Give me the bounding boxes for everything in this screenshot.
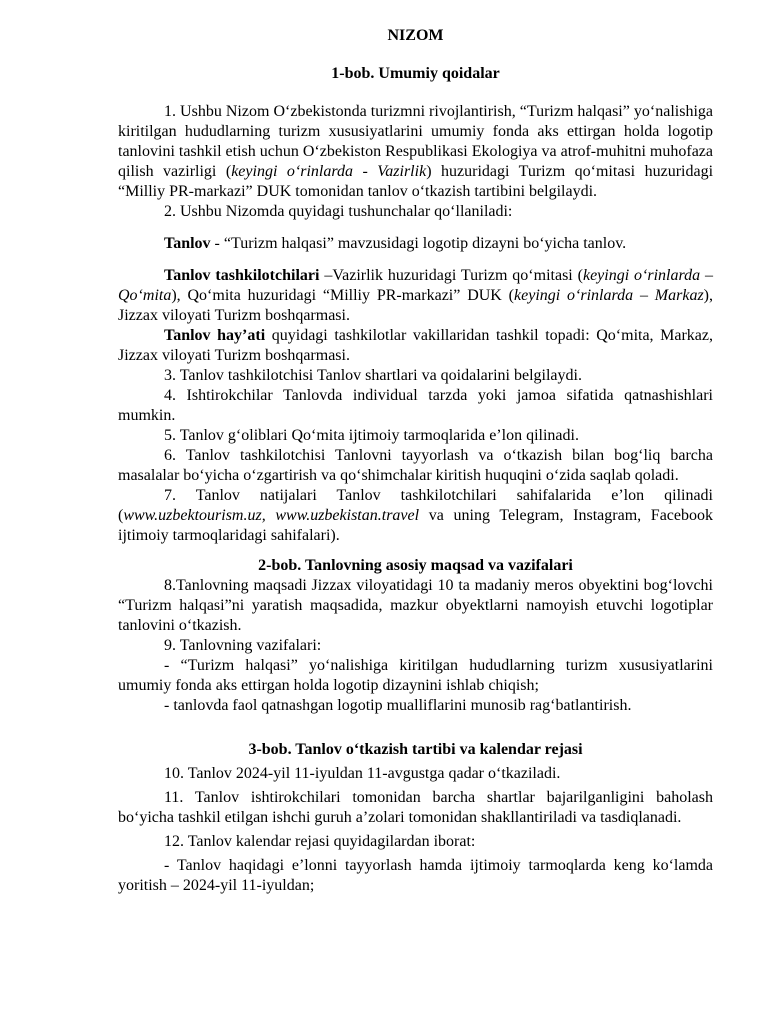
paragraph-10: 10. Tanlov 2024-yil 11-iyuldan 11-avgustga qadar o‘tkaziladi. (164, 765, 561, 782)
paragraph-4: 4. Ishtirokchilar Tanlovda individual tarzda yoki jamoa sifatida qatnashishlari mumkin. (118, 387, 713, 424)
chapter-3-heading: 3-bob. Tanlov o‘tkazish tartibi va kalendar rejasi (248, 741, 583, 758)
paragraph-9: 9. Tanlovning vazifalari: (164, 637, 322, 654)
definition-jury: Tanlov hay’ati quyidagi tashkilotlar vakillaridan tashkil topadi: Qo‘mita, Markaz, Jizzax viloyati Turizm boshqarmasi. (118, 327, 714, 364)
paragraph-2: 2. Ushbu Nizomda quyidagi tushunchalar qo‘llaniladi: (164, 203, 513, 220)
task-item-2: - tanlovda faol qatnashgan logotip mualliflarini munosib rag‘batlantirish. (164, 697, 632, 714)
paragraph-11: 11. Tanlov ishtirokchilari tomonidan barcha shartlar bajarilganligini baholash bo‘yicha tashkil etilgan ishchi guruh a’zolari tomonidan shakllantiriladi va tasdiqlanadi. (118, 789, 713, 826)
definition-tanlov: Tanlov - “Turizm halqasi” mavzusidagi logotip dizayni bo‘yicha tanlov. (164, 235, 627, 252)
chapter-2-heading: 2-bob. Tanlovning asosiy maqsad va vazifalari (258, 557, 573, 574)
paragraph-3: 3. Tanlov tashkilotchisi Tanlov shartlari va qoidalarini belgilaydi. (164, 367, 582, 384)
paragraph-12: 12. Tanlov kalendar rejasi quyidagilardan iborat: (164, 833, 476, 850)
task-item-1: - “Turizm halqasi” yo‘nalishiga kiritilgan hududlarning turizm xususiyatlarini umumiy fonda aks ettirgan holda logotip dizaynini ishlab chiqish; (118, 657, 713, 694)
paragraph-8: 8.Tanlovning maqsadi Jizzax viloyatidagi 10 ta madaniy meros obyektini bog‘lovchi “Turizm halqasi”ni yaratish maqsadida, mazkur obyektlarni namoyish etuvchi logotiplar tanlovini o‘tkazish. (118, 577, 713, 634)
paragraph-5: 5. Tanlov g‘oliblari Qo‘mita ijtimoiy tarmoqlarida e’lon qilinadi. (164, 427, 579, 444)
document-title: NIZOM (387, 27, 444, 44)
plan-item-1: - Tanlov haqidagi e’lonni tayyorlash hamda ijtimoiy tarmoqlarda keng ko‘lamda yoritish – 2024-yil 11-iyuldan; (118, 857, 713, 894)
paragraph-7: 7. Tanlov natijalari Tanlov tashkilotchilari sahifalarida e’lon qilinadi (www.uzbektourism.uz, www.uzbekistan.travel va uning Telegram, Instagram, Facebook ijtimoiy tarmoqlaridagi sahifalari). (118, 487, 714, 544)
chapter-1-heading: 1-bob. Umumiy qoidalar (331, 65, 500, 82)
paragraph-1: 1. Ushbu Nizom O‘zbekistonda turizmni rivojlantirish, “Turizm halqasi” yo‘nalishiga kiritilgan hududlarning turizm xususiyatlarini umumiy fonda aks ettirgan holda logotip tanlovini tashkil etish uchun O‘zbekiston Respublikasi Ekologiya va atrof-muhitni muhofaza qilish vazirligi (keyingi o‘rinlarda - Vazirlik) huzuridagi Turizm qo‘mitasi huzuridagi “Milliy PR-markazi” DUK tomonidan tanlov o‘tkazish tartibini belgilaydi. (118, 103, 714, 200)
paragraph-6: 6. Tanlov tashkilotchisi Tanlovni tayyorlash va o‘tkazish bilan bog‘liq barcha masalalar bo‘yicha o‘zgartirish va qo‘shimchalar kiritish huquqini o‘zida saqlab qoladi. (118, 447, 713, 484)
definition-organizers: Tanlov tashkilotchilari –Vazirlik huzuridagi Turizm qo‘mitasi (keyingi o‘rinlarda – Qo‘mita), Qo‘mita huzuridagi “Milliy PR-markazi” DUK (keyingi o‘rinlarda – Markaz), Jizzax viloyati Turizm boshqarmasi. (118, 267, 714, 324)
